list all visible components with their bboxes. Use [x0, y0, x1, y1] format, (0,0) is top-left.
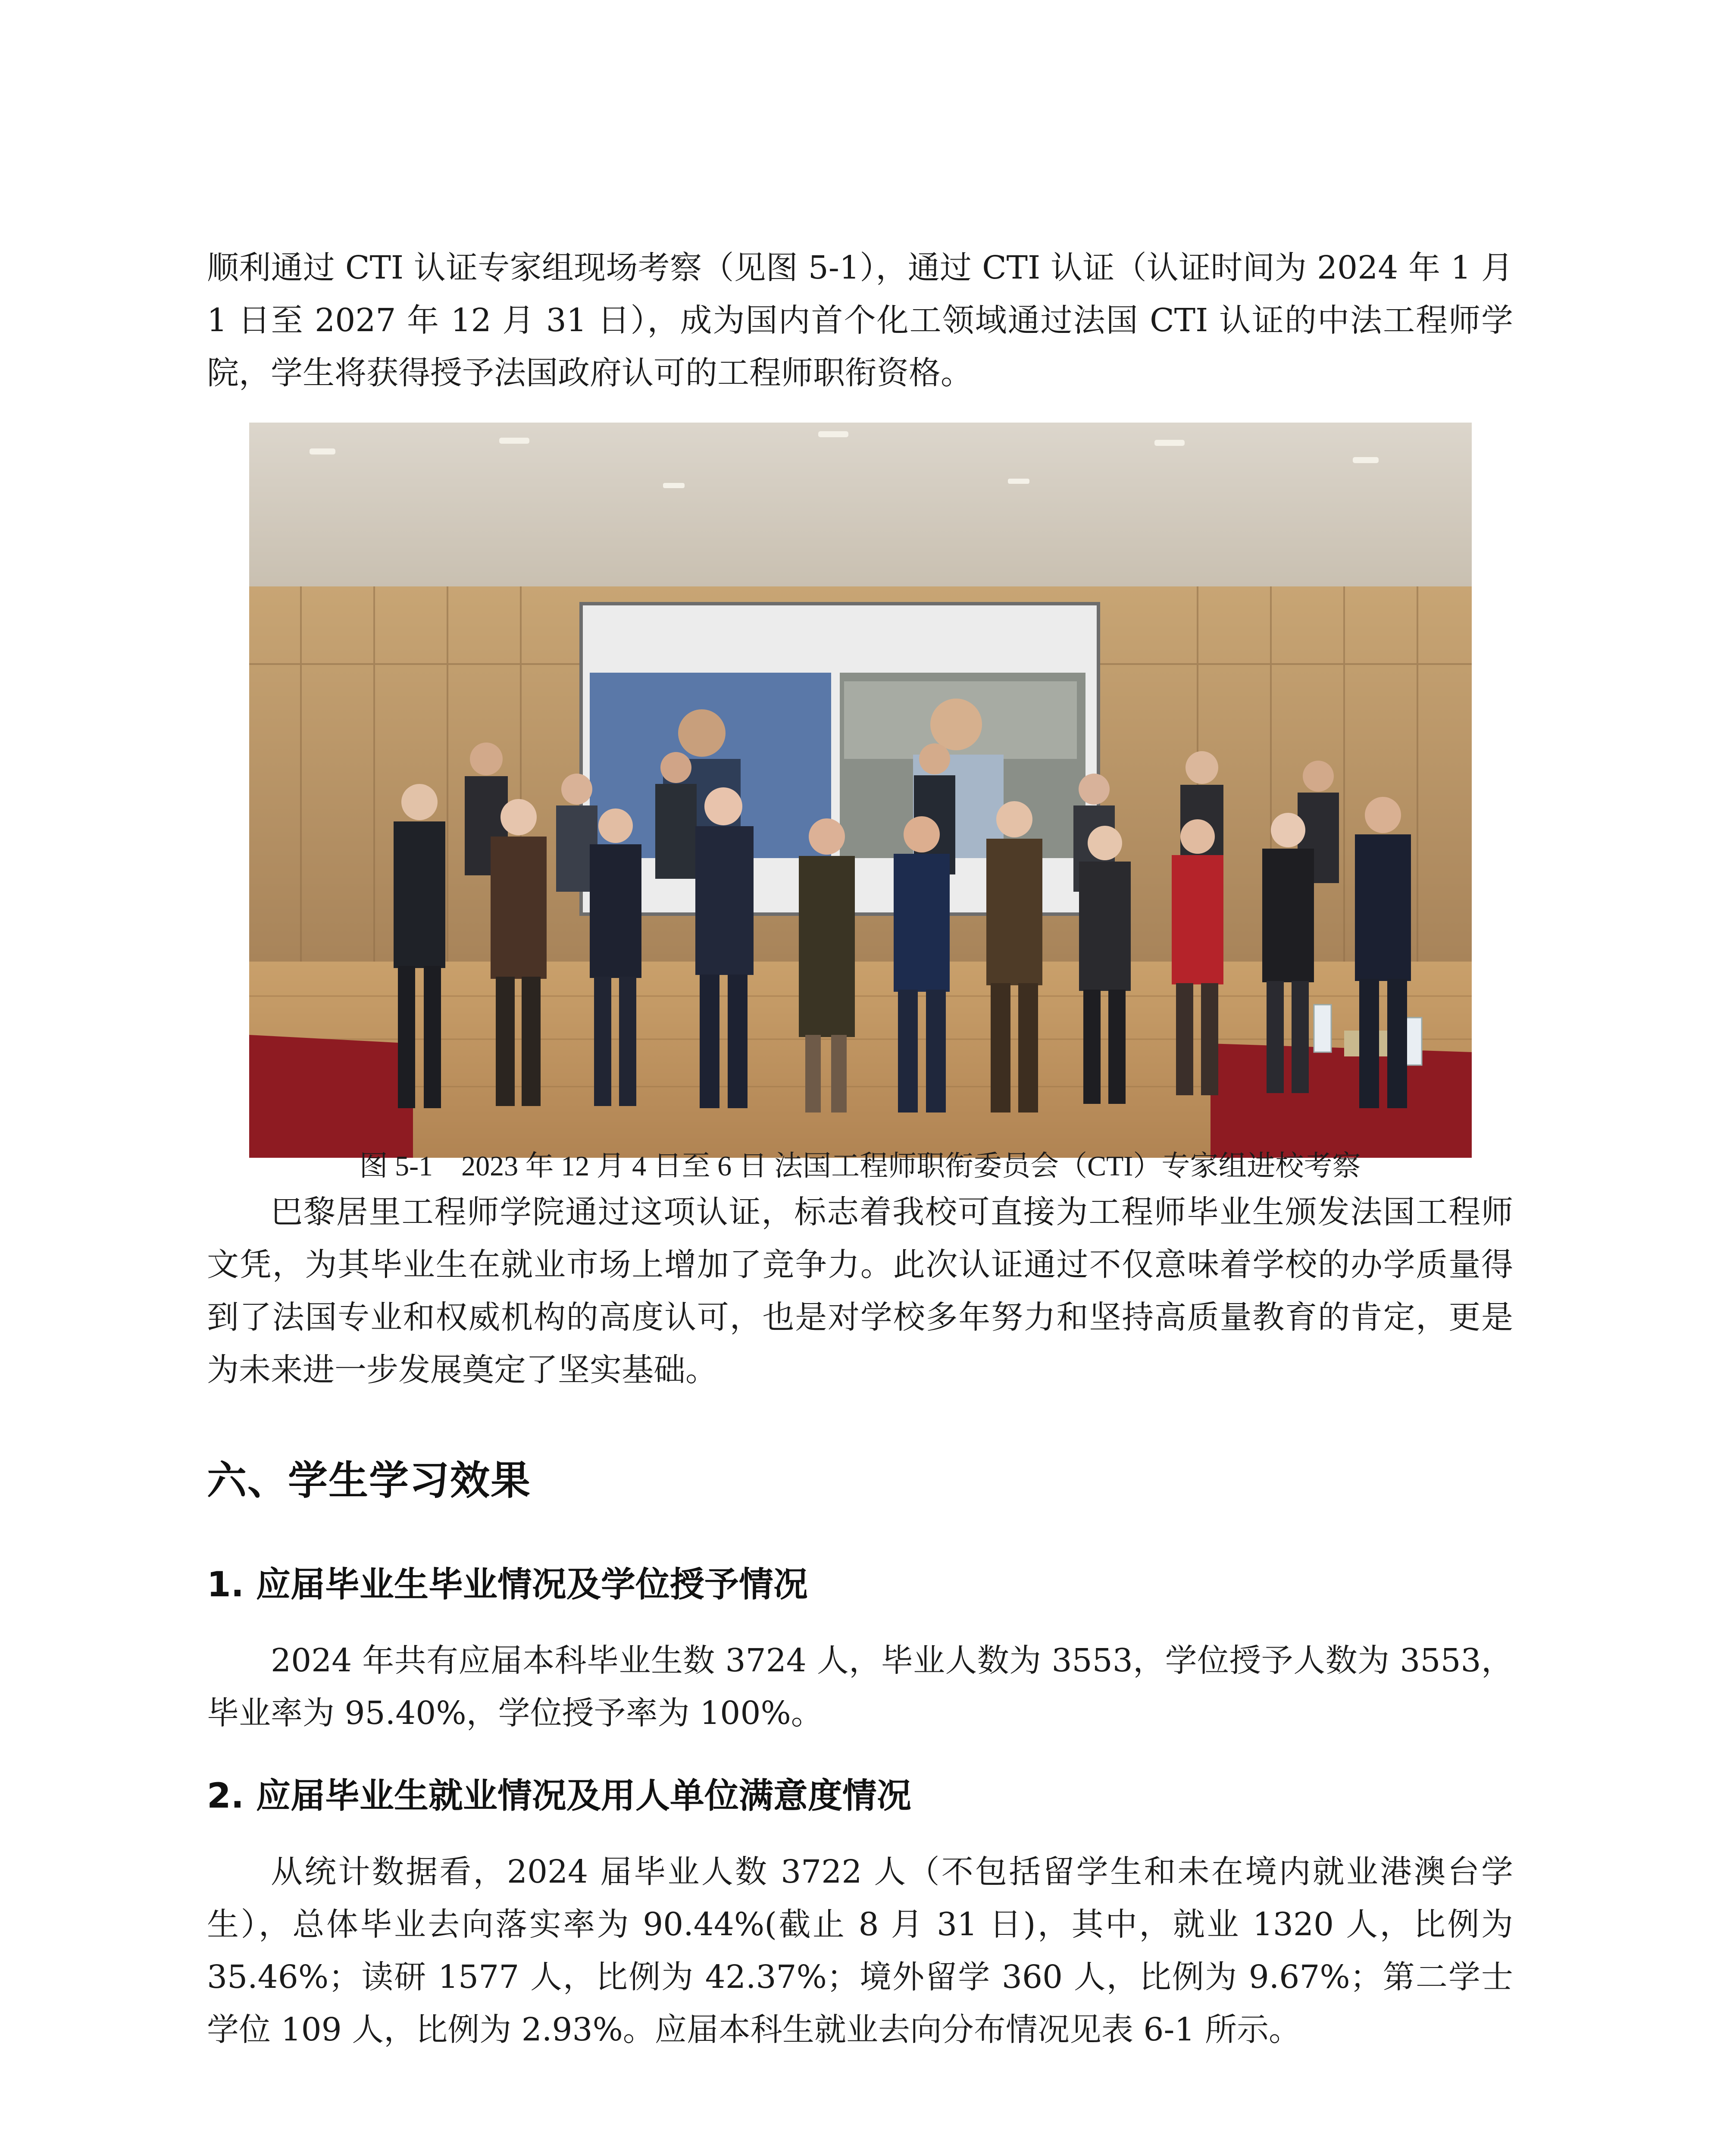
- subsection-1-body: 2024 年共有应届本科毕业生数 3724 人，毕业人数为 3553，学位授予人数为 3553，毕业率为 95.40%，学位授予率为 100%。: [207, 1642, 1513, 1732]
- figure-caption: 图 5-1 2023 年 12 月 4 日至 6 日 法国工程师职衔委员会（CTI）专家组进校考察: [359, 1150, 1361, 1182]
- group-photo: [249, 423, 1472, 1158]
- subsection-1-heading: 1. 应届毕业生毕业情况及学位授予情况: [207, 1564, 808, 1604]
- subsection-2-heading: 2. 应届毕业生就业情况及用人单位满意度情况: [207, 1776, 911, 1816]
- section-heading: 六、学生学习效果: [207, 1457, 532, 1504]
- subsection-2-body: 从统计数据看，2024 届毕业人数 3722 人（不包括留学生和未在境内就业港澳台学生），总体毕业去向落实率为 90.44%(截止 8 月 31 日)，其中，就业 1320 人，比例为 35.46%；读研 1577 人，比例为 42.37%；境外留学 360 人，比例为 9.67%；第二学士学位 109 人，比例为 2.93%。应届本科生就业去向分布情况见表 6-1 所示。: [207, 1853, 1513, 2048]
- intro-paragraph: 顺利通过 CTI 认证专家组现场考察（见图 5-1），通过 CTI 认证（认证时间为 2024 年 1 月 1 日至 2027 年 12 月 31 日），成为国内首个化工领域通过法国 CTI 认证的中法工程师学院，学生将获得授予法国政府认可的工程师职衔资格。: [207, 249, 1513, 392]
- paragraph-2: 巴黎居里工程师学院通过这项认证，标志着我校可直接为工程师毕业生颁发法国工程师文凭，为其毕业生在就业市场上增加了竞争力。此次认证通过不仅意味着学校的办学质量得到了法国专业和权威机构的高度认可，也是对学校多年努力和坚持高质量教育的肯定，更是为未来进一步发展奠定了坚实基础。: [207, 1194, 1513, 1388]
